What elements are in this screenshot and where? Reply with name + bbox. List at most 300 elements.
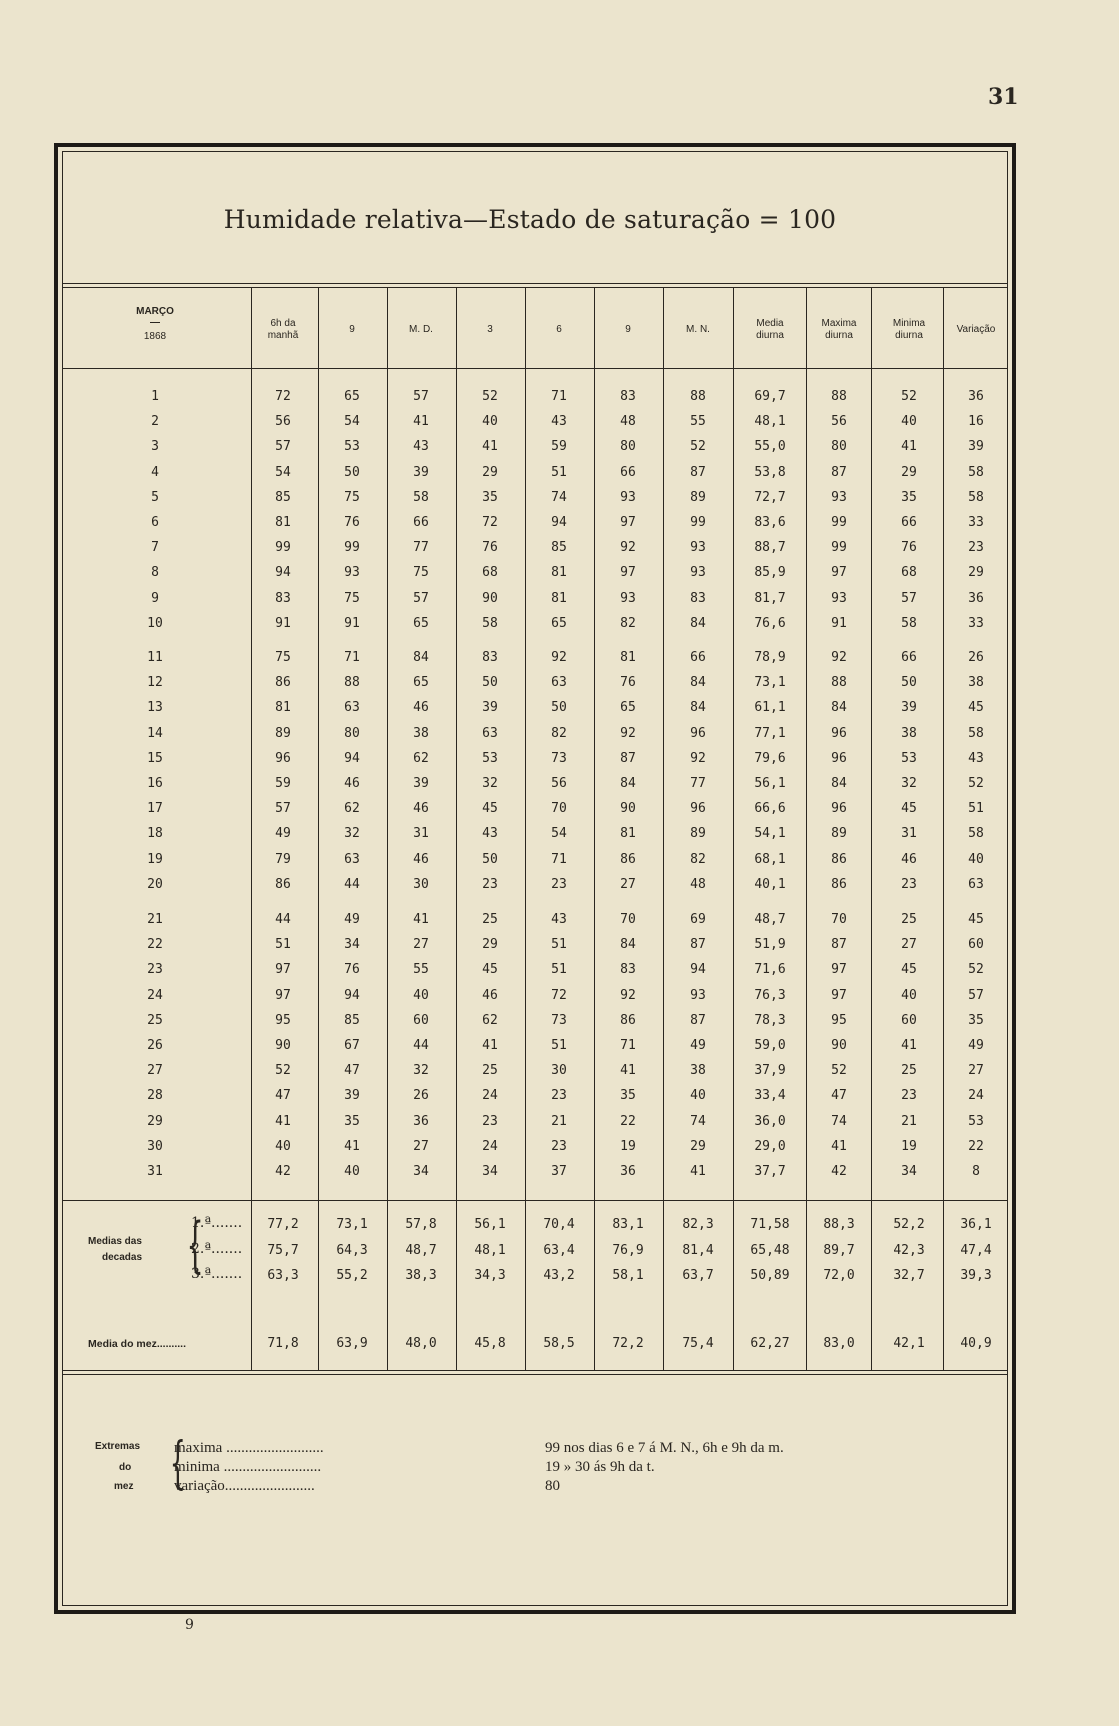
extremes-label: Extremas: [95, 1441, 141, 1452]
table-cell: 92: [620, 987, 636, 1003]
day-number: 16: [147, 776, 163, 791]
table-cell: 38: [968, 675, 984, 691]
monthly-mean-value: 75,4: [682, 1336, 714, 1351]
table-cell: 58: [968, 826, 984, 842]
column-header: [625, 324, 631, 336]
table-cell: 53,8: [754, 464, 786, 480]
table-cell: 96: [831, 801, 847, 817]
day-number: 11: [147, 650, 163, 665]
table-cell: 83: [620, 962, 636, 978]
table-cell: 29: [482, 937, 498, 953]
table-cell: 72: [275, 389, 291, 404]
header-month: MARÇO: [136, 306, 174, 317]
table-cell: 86: [620, 851, 636, 867]
column-rule: [525, 287, 526, 1370]
table-cell: 29: [482, 464, 498, 480]
table-cell: 78,3: [754, 1012, 786, 1028]
table-cell: 90: [275, 1038, 291, 1053]
table-cell: 53: [344, 439, 360, 455]
table-cell: 24: [482, 1088, 498, 1104]
table-cell: 59,0: [754, 1038, 786, 1053]
extreme-label: variação........................: [174, 1478, 315, 1494]
table-cell: 87: [831, 937, 847, 953]
table-cell: 54: [344, 414, 360, 430]
table-cell: 60: [968, 937, 984, 953]
table-cell: 58: [968, 489, 984, 505]
table-cell: 36: [968, 389, 984, 404]
table-cell: 40: [968, 851, 984, 867]
table-cell: 97: [620, 565, 636, 581]
day-number: 1: [151, 389, 159, 404]
table-cell: 93: [831, 590, 847, 606]
table-cell: 49: [344, 912, 360, 927]
table-cell: 91: [344, 615, 360, 631]
extreme-value: 99 nos dias 6 e 7 á M. N., 6h e 9h da m.: [545, 1440, 784, 1456]
decade-value: 36,1: [960, 1217, 992, 1232]
table-cell: 90: [831, 1038, 847, 1053]
table-cell: 53: [482, 750, 498, 766]
table-cell: 16: [968, 414, 984, 430]
column-header-line: Minima: [892, 318, 926, 329]
table-cell: 40: [901, 414, 917, 430]
means-bottom-rule: [62, 1370, 1008, 1371]
table-cell: 63: [968, 876, 984, 892]
table-cell: 75: [413, 565, 429, 581]
table-cell: 58: [413, 489, 429, 505]
table-cell: 27: [968, 1063, 984, 1079]
table-cell: 76: [901, 540, 917, 556]
table-cell: 58: [901, 615, 917, 631]
table-cell: 51: [551, 1038, 567, 1053]
column-header-line: Maxima: [821, 318, 857, 329]
decade-value: 76,9: [612, 1242, 644, 1258]
table-cell: 27: [901, 937, 917, 953]
table-cell: 50: [901, 675, 917, 691]
table-cell: 40: [275, 1138, 291, 1154]
table-cell: 47: [831, 1088, 847, 1104]
table-cell: 99: [831, 540, 847, 556]
table-cell: 51: [551, 464, 567, 480]
table-cell: 41: [831, 1138, 847, 1154]
column-header: [893, 318, 925, 342]
table-cell: 93: [620, 590, 636, 606]
column-header: [686, 324, 710, 336]
decade-value: 83,1: [612, 1217, 644, 1232]
table-cell: 40: [901, 987, 917, 1003]
column-header-line: 9: [625, 324, 631, 335]
column-rule: [806, 287, 807, 1370]
decade-value: 81,4: [682, 1242, 714, 1258]
table-cell: 46: [482, 987, 498, 1003]
table-cell: 35: [482, 489, 498, 505]
table-cell: 29,0: [754, 1138, 786, 1154]
table-cell: 60: [413, 1012, 429, 1028]
table-cell: 34: [482, 1164, 498, 1179]
table-cell: 52: [968, 776, 984, 791]
table-cell: 81: [551, 590, 567, 606]
decade-value: 50,89: [750, 1268, 790, 1283]
column-rule: [663, 287, 664, 1370]
table-cell: 85: [344, 1012, 360, 1028]
day-number: 6: [151, 515, 159, 530]
day-number: 20: [147, 876, 163, 892]
decade-value: 43,2: [543, 1268, 575, 1283]
table-cell: 62: [413, 750, 429, 766]
table-cell: 42: [831, 1164, 847, 1179]
table-cell: 56: [831, 414, 847, 430]
table-cell: 53: [968, 1113, 984, 1129]
table-cell: 60: [901, 1012, 917, 1028]
table-cell: 86: [831, 851, 847, 867]
table-cell: 25: [901, 912, 917, 927]
extreme-value: 19 » 30 ás 9h da t.: [545, 1459, 655, 1475]
table-cell: 55: [690, 414, 706, 430]
table-cell: 31: [413, 826, 429, 842]
header-year: 1868: [143, 331, 167, 342]
day-number: 14: [147, 725, 163, 741]
table-cell: 51: [551, 937, 567, 953]
table-cell: 72: [551, 987, 567, 1003]
table-cell: 38: [690, 1063, 706, 1079]
table-cell: 87: [690, 937, 706, 953]
column-header: [957, 324, 996, 336]
table-cell: 38: [901, 725, 917, 741]
extreme-value: 80: [545, 1478, 560, 1494]
decade-value: 38,3: [405, 1268, 437, 1283]
day-number: 12: [147, 675, 163, 691]
decade-value: 39,3: [960, 1268, 992, 1283]
table-cell: 93: [690, 987, 706, 1003]
table-cell: 85: [275, 489, 291, 505]
table-cell: 41: [901, 1038, 917, 1053]
table-cell: 46: [901, 851, 917, 867]
monthly-mean-value: 58,5: [543, 1336, 575, 1351]
table-cell: 45: [968, 700, 984, 716]
table-cell: 76,3: [754, 987, 786, 1003]
table-cell: 41: [482, 439, 498, 455]
table-cell: 67: [344, 1038, 360, 1053]
table-cell: 65: [413, 675, 429, 691]
table-cell: 83,6: [754, 515, 786, 530]
decade-value: 77,2: [267, 1217, 299, 1232]
table-cell: 26: [968, 650, 984, 665]
table-cell: 80: [620, 439, 636, 455]
table-cell: 83: [690, 590, 706, 606]
monthly-mean-value: 71,8: [267, 1336, 299, 1351]
table-cell: 73: [551, 1012, 567, 1028]
table-cell: 75: [344, 489, 360, 505]
column-header-line: Media: [756, 318, 784, 329]
table-cell: 29: [690, 1138, 706, 1154]
table-cell: 68,1: [754, 851, 786, 867]
day-number: 9: [151, 590, 159, 606]
decade-value: 70,4: [543, 1217, 575, 1232]
column-header-line: diurna: [756, 330, 784, 341]
table-cell: 36: [413, 1113, 429, 1129]
column-header-line: manhã: [267, 330, 299, 341]
table-cell: 99: [690, 515, 706, 530]
table-cell: 44: [344, 876, 360, 892]
column-header-line: 6h da: [270, 318, 296, 329]
table-cell: 71: [551, 851, 567, 867]
table-cell: 27: [620, 876, 636, 892]
column-header-line: 9: [349, 324, 355, 335]
table-cell: 23: [482, 876, 498, 892]
table-cell: 33: [968, 615, 984, 631]
table-cell: 92: [690, 750, 706, 766]
table-cell: 19: [620, 1138, 636, 1154]
table-cell: 47: [344, 1063, 360, 1079]
column-header-line: M. N.: [686, 324, 710, 335]
table-cell: 33,4: [754, 1088, 786, 1104]
table-cell: 42: [275, 1164, 291, 1179]
table-cell: 46: [413, 851, 429, 867]
table-cell: 65: [551, 615, 567, 631]
table-cell: 33: [968, 515, 984, 530]
decade-value: 73,1: [336, 1217, 368, 1232]
monthly-mean-value: 45,8: [474, 1336, 506, 1351]
column-header: [268, 318, 299, 342]
decade-value: 42,3: [893, 1242, 925, 1258]
table-cell: 96: [690, 725, 706, 741]
table-cell: 84: [620, 937, 636, 953]
column-header: [349, 324, 355, 336]
table-cell: 32: [413, 1063, 429, 1079]
header-dash: —: [150, 317, 160, 328]
table-cell: 71: [620, 1038, 636, 1053]
table-cell: 57: [413, 590, 429, 606]
table-cell: 57: [901, 590, 917, 606]
table-cell: 82: [690, 851, 706, 867]
table-cell: 97: [831, 565, 847, 581]
table-cell: 25: [482, 912, 498, 927]
table-cell: 90: [482, 590, 498, 606]
table-cell: 59: [275, 776, 291, 791]
table-cell: 57: [275, 801, 291, 817]
header-bottom-rule: [62, 368, 1008, 369]
table-cell: 29: [968, 565, 984, 581]
table-cell: 81: [551, 565, 567, 581]
table-cell: 99: [831, 515, 847, 530]
table-cell: 40: [344, 1164, 360, 1179]
table-cell: 46: [413, 700, 429, 716]
table-cell: 41: [344, 1138, 360, 1154]
table-cell: 93: [620, 489, 636, 505]
monthly-mean-label: Media do mez..........: [88, 1338, 187, 1350]
table-cell: 21: [551, 1113, 567, 1129]
table-cell: 35: [968, 1012, 984, 1028]
table-cell: 72: [482, 515, 498, 530]
column-header-line: M. D.: [409, 324, 433, 335]
table-cell: 95: [831, 1012, 847, 1028]
table-cell: 40: [413, 987, 429, 1003]
table-cell: 94: [344, 987, 360, 1003]
table-cell: 63: [482, 725, 498, 741]
table-cell: 94: [275, 565, 291, 581]
table-cell: 39: [344, 1088, 360, 1104]
table-cell: 80: [831, 439, 847, 455]
table-cell: 86: [620, 1012, 636, 1028]
day-number: 28: [147, 1088, 163, 1104]
table-cell: 68: [901, 565, 917, 581]
table-cell: 87: [620, 750, 636, 766]
monthly-mean-value: 42,1: [893, 1336, 925, 1351]
day-number: 2: [151, 414, 159, 430]
table-cell: 69,7: [754, 389, 786, 404]
decade-value: 63,7: [682, 1268, 714, 1283]
table-cell: 84: [413, 650, 429, 665]
table-cell: 40,1: [754, 876, 786, 892]
table-cell: 85: [551, 540, 567, 556]
table-cell: 23: [901, 1088, 917, 1104]
table-cell: 37: [551, 1164, 567, 1179]
table-cell: 49: [275, 826, 291, 842]
table-cell: 34: [413, 1164, 429, 1179]
day-number: 15: [147, 750, 163, 766]
table-cell: 48: [690, 876, 706, 892]
table-cell: 89: [690, 826, 706, 842]
table-cell: 50: [482, 851, 498, 867]
table-cell: 66: [690, 650, 706, 665]
table-cell: 56,1: [754, 776, 786, 791]
table-cell: 93: [690, 565, 706, 581]
table-cell: 36,0: [754, 1113, 786, 1129]
table-cell: 62: [344, 801, 360, 817]
table-cell: 68: [482, 565, 498, 581]
table-cell: 81,7: [754, 590, 786, 606]
table-cell: 81: [620, 826, 636, 842]
decade-value: 65,48: [750, 1242, 790, 1258]
column-header: [756, 318, 784, 342]
header-top-rule: [62, 283, 1008, 284]
table-cell: 74: [690, 1113, 706, 1129]
table-cell: 27: [413, 1138, 429, 1154]
table-cell: 29: [901, 464, 917, 480]
table-cell: 71: [551, 389, 567, 404]
table-cell: 70: [551, 801, 567, 817]
table-cell: 83: [275, 590, 291, 606]
decade-value: 48,1: [474, 1242, 506, 1258]
table-cell: 57: [413, 389, 429, 404]
table-cell: 83: [620, 389, 636, 404]
table-cell: 80: [344, 725, 360, 741]
table-cell: 69: [690, 912, 706, 927]
column-header: [487, 324, 493, 336]
table-cell: 81: [620, 650, 636, 665]
table-cell: 35: [344, 1113, 360, 1129]
table-cell: 94: [690, 962, 706, 978]
table-cell: 43: [413, 439, 429, 455]
table-cell: 93: [831, 489, 847, 505]
decade-label: 2.ª.......: [191, 1240, 243, 1257]
table-cell: 84: [831, 700, 847, 716]
table-cell: 59: [551, 439, 567, 455]
table-cell: 46: [413, 801, 429, 817]
column-rule: [456, 287, 457, 1370]
table-cell: 75: [344, 590, 360, 606]
table-cell: 44: [275, 912, 291, 927]
column-rule: [871, 287, 872, 1370]
table-cell: 77,1: [754, 725, 786, 741]
table-cell: 84: [690, 675, 706, 691]
means-bottom-rule-2: [62, 1374, 1008, 1375]
table-cell: 32: [901, 776, 917, 791]
table-cell: 54: [551, 826, 567, 842]
table-cell: 22: [620, 1113, 636, 1129]
decade-value: 71,58: [750, 1217, 790, 1232]
extremes-label-3: mez: [114, 1481, 134, 1492]
day-number: 17: [147, 801, 163, 817]
table-cell: 66: [413, 515, 429, 530]
day-number: 3: [151, 439, 159, 455]
day-number: 4: [151, 464, 159, 480]
table-cell: 82: [620, 615, 636, 631]
column-header: [409, 324, 433, 336]
table-cell: 45: [482, 801, 498, 817]
table-cell: 93: [344, 565, 360, 581]
table-cell: 96: [690, 801, 706, 817]
decade-value: 89,7: [823, 1242, 855, 1258]
table-cell: 48,7: [754, 912, 786, 927]
table-cell: 25: [482, 1063, 498, 1079]
column-header-line: 3: [487, 324, 493, 335]
table-cell: 45: [901, 962, 917, 978]
decade-value: 47,4: [960, 1242, 992, 1258]
table-cell: 97: [831, 987, 847, 1003]
table-cell: 36: [968, 590, 984, 606]
table-cell: 96: [831, 725, 847, 741]
table-cell: 45: [482, 962, 498, 978]
table-cell: 82: [551, 725, 567, 741]
day-number: 7: [151, 540, 159, 556]
table-cell: 43: [968, 750, 984, 766]
table-cell: 34: [344, 937, 360, 953]
day-number: 25: [147, 1012, 163, 1028]
table-cell: 63: [344, 700, 360, 716]
table-cell: 47: [275, 1088, 291, 1104]
table-cell: 52: [968, 962, 984, 978]
monthly-mean-value: 40,9: [960, 1336, 992, 1351]
table-cell: 52: [275, 1063, 291, 1079]
table-cell: 56: [275, 414, 291, 430]
table-cell: 23: [551, 1138, 567, 1154]
table-title: Humidade relativa—Estado de saturação = 100: [223, 205, 837, 234]
decade-value: 48,7: [405, 1242, 437, 1258]
table-cell: 41: [275, 1113, 291, 1129]
table-cell: 58: [968, 725, 984, 741]
table-cell: 66: [901, 650, 917, 665]
table-cell: 65: [413, 615, 429, 631]
table-cell: 44: [413, 1038, 429, 1053]
table-cell: 92: [551, 650, 567, 665]
table-cell: 94: [551, 515, 567, 530]
decade-value: 57,8: [405, 1217, 437, 1232]
table-cell: 71: [344, 650, 360, 665]
table-cell: 74: [551, 489, 567, 505]
table-cell: 70: [620, 912, 636, 927]
table-cell: 84: [620, 776, 636, 791]
table-cell: 79,6: [754, 750, 786, 766]
table-cell: 86: [275, 675, 291, 691]
day-number: 23: [147, 962, 163, 978]
table-cell: 45: [968, 912, 984, 927]
table-cell: 62: [482, 1012, 498, 1028]
table-cell: 70: [831, 912, 847, 927]
column-header-line: 6: [556, 324, 562, 335]
table-cell: 50: [551, 700, 567, 716]
table-cell: 66: [620, 464, 636, 480]
table-cell: 52: [482, 389, 498, 404]
